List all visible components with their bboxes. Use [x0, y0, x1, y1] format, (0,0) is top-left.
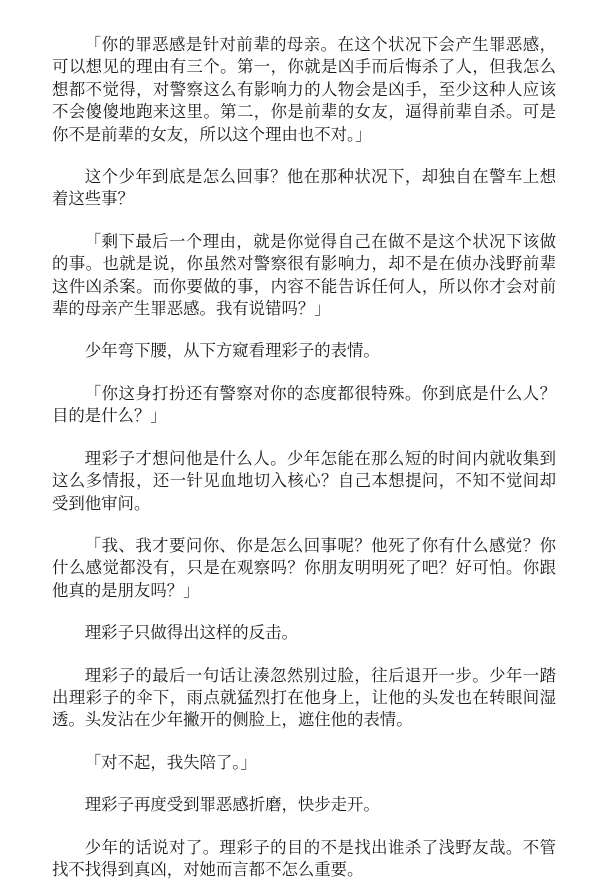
paragraph-8: 理彩子只做得出这样的反击。 [84, 623, 298, 643]
paragraph-11: 理彩子再度受到罪恶感折磨，快步走开。 [84, 795, 380, 815]
paragraph-6: 理彩子才想问他是什么人。少年怎能在那么短的时间内就收集到这么多情报，还一针见血地切入核心？自己本想提问，不知不觉间却受到他审问。 [52, 448, 556, 513]
paragraph-5: 「你这身打扮还有警察对你的态度都很特殊。你到底是什么人？目的是什么？」 [52, 383, 556, 426]
paragraph-12: 少年的话说对了。理彩子的目的不是找出谁杀了浅野友哉。不管找不找得到真凶，对她而言都不怎么重要。 [52, 837, 556, 879]
paragraph-1: 「你的罪恶感是针对前辈的母亲。在这个状况下会产生罪恶感，可以想见的理由有三个。第一，你就是凶手而后悔杀了人，但我怎么想都不觉得，对警察这么有影响力的人物会是凶手，至少这种人应该不会傻傻地跑来这里。第二，你是前辈的女友，逼得前辈自杀。可是你不是前辈的女友，所以这个理由也不对。」 [52, 35, 556, 144]
paragraph-7: 「我、我才要问你、你是怎么回事呢？他死了你有什么感觉？你什么感觉都没有，只是在观察吗？你朋友明明死了吧？好可怕。你跟他真的是朋友吗？」 [52, 535, 556, 600]
paragraph-4: 少年弯下腰，从下方窥看理彩子的表情。 [84, 341, 380, 361]
paragraph-2: 这个少年到底是怎么回事？他在那种状况下，却独自在警车上想着这些事？ [52, 167, 556, 209]
paragraph-3: 「剩下最后一个理由，就是你觉得自己在做不是这个状况下该做的事。也就是说，你虽然对警察很有影响力，却不是在侦办浅野前辈这件凶杀案。而你要做的事，内容不能告诉任何人，所以你才会对前辈的母亲产生罪恶感。我有说错吗？」 [52, 231, 556, 319]
paragraph-9: 理彩子的最后一句话让湊忽然别过脸，往后退开一步。少年一踏出理彩子的伞下，雨点就猛烈打在他身上，让他的头发也在转眼间湿透。头发沾在少年撇开的侧脸上，遮住他的表情。 [52, 665, 556, 730]
paragraph-10: 「对不起，我失陪了。」 [84, 752, 257, 772]
document-page [52, 34, 556, 881]
